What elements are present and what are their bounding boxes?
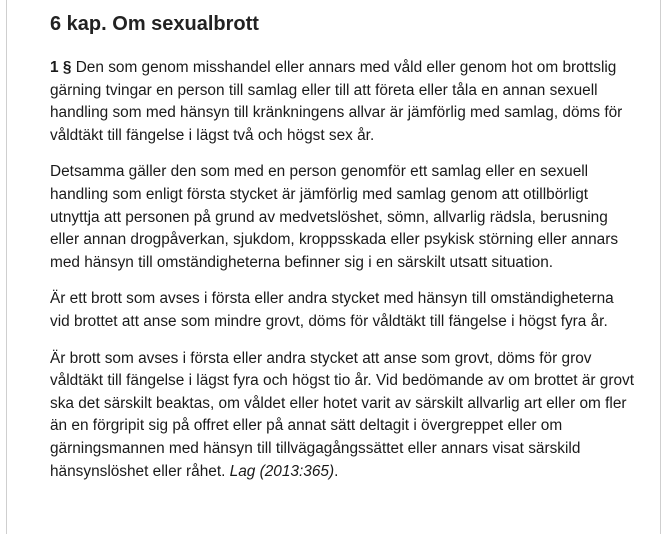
paragraph-4 [50,348,635,484]
law-reference-end: . [334,462,339,480]
chapter-title: 6 kap. Om sexualbrott [50,13,259,35]
law-reference: Lag (2013:365) [229,462,335,480]
paragraph-1-text: Den som genom misshandel eller annars med våld eller genom hot om brottslig gärning tvingar en person till samlag eller till att företa eller tåla en annan sexuell handling som med hänsyn till kränkningens allvar är jämförlig med samlag, döms för våldtäkt till fängelse i lägst två och högst sex år. [50,59,623,144]
document-page [6,0,661,534]
law-text [50,10,635,483]
paragraph-3: Är ett brott som avses i första eller andra stycket med hänsyn till omständigheterna vid brottet att anse som mindre grovt, döms för våldtäkt till fängelse i högst fyra år. [50,290,614,330]
paragraph-4-text: Är brott som avses i första eller andra stycket att anse som grovt, döms för grov våldtäkt till fängelse i lägst fyra och högst tio år. Vid bedömande av om brottet är grovt ska det särskilt beaktas, om våldet eller hotet varit av särskilt allvarlig art eller om fler än en förgripit sig på offret eller på annat sätt deltagit i övergreppet eller om gärningsmannen med hänsyn till tillvägagångssättet eller annars visat särskild hänsynslöshet eller råhet. [50,349,635,480]
paragraph-1 [50,57,635,147]
section-number: 1 § [50,59,72,76]
paragraph-2: Detsamma gäller den som med en person genomför ett samlag eller en sexuell handling som enligt första stycket är jämförlig med samlag genom att otillbörligt utnyttja att personen på grund av medvetslöshet, sömn, allvarlig rädsla, berusning eller annan drogpåverkan, sjukdom, kroppsskada eller psykisk störning eller annars med hänsyn till omständigheterna befinner sig i en särskilt utsatt situation. [50,163,619,271]
